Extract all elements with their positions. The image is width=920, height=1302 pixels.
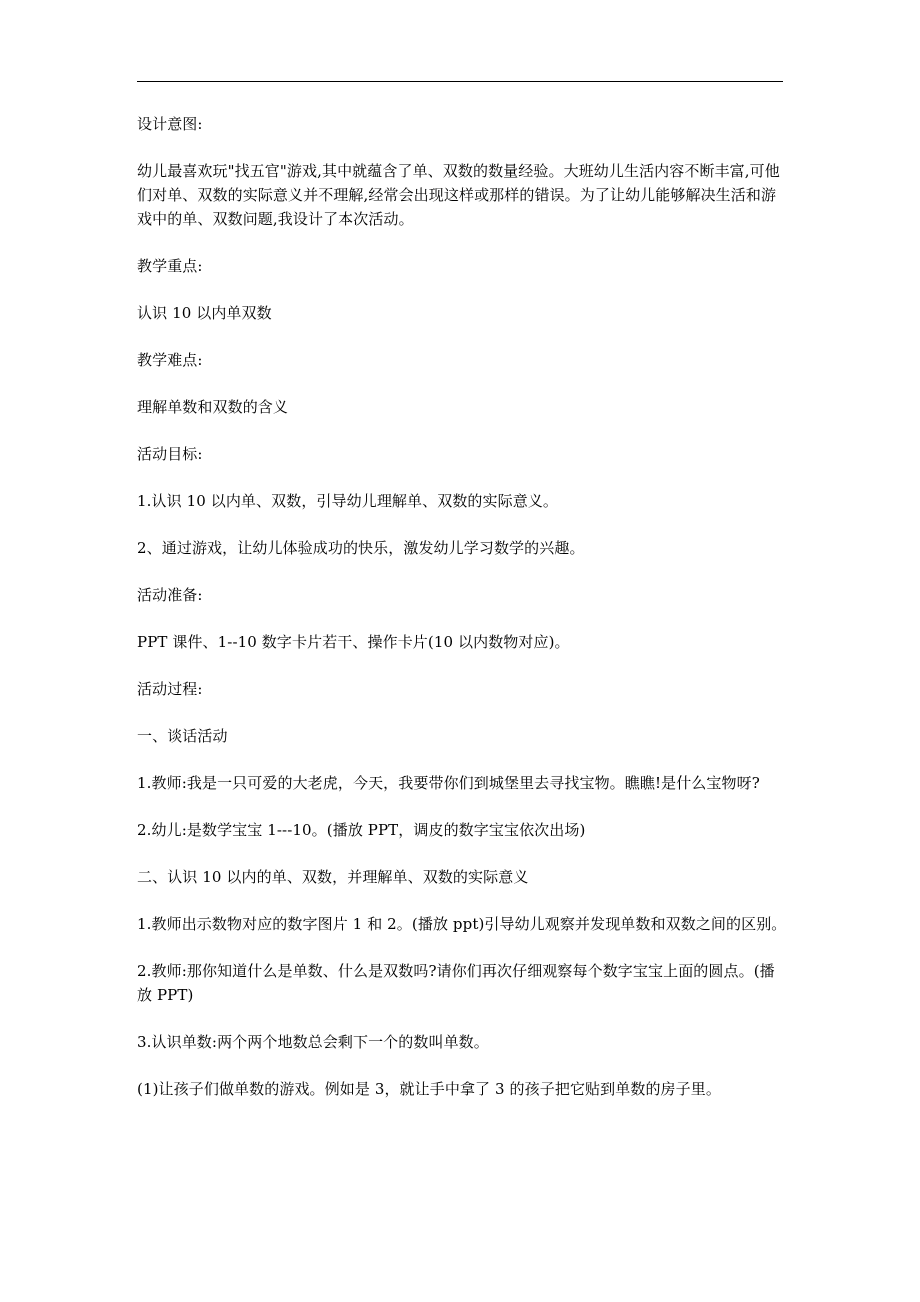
process-item-children-answer: 2.幼儿:是数学宝宝 1---10。(播放 PPT，调皮的数字宝宝依次出场) bbox=[137, 821, 586, 839]
paragraph-teaching-focus: 认识 10 以内单双数 bbox=[137, 304, 272, 322]
process-item-odd-definition: 3.认识单数:两个两个地数总会剩下一个的数叫单数。 bbox=[137, 1033, 489, 1051]
section-conversation: 一、谈话活动 bbox=[137, 727, 228, 745]
heading-teaching-difficulty: 教学难点: bbox=[137, 351, 203, 369]
heading-activity-preparation: 活动准备: bbox=[137, 586, 203, 604]
paragraph-teaching-difficulty: 理解单数和双数的含义 bbox=[137, 398, 289, 416]
document-body bbox=[137, 112, 787, 1124]
heading-activity-goals: 活动目标: bbox=[137, 445, 203, 463]
process-item-show-cards: 1.教师出示数物对应的数字图片 1 和 2。(播放 ppt)引导幼儿观察并发现单数和双数之间的区别。 bbox=[137, 915, 787, 933]
goal-item-2: 2、通过游戏，让幼儿体验成功的快乐，激发幼儿学习数学的兴趣。 bbox=[137, 539, 585, 557]
process-item-teacher-intro: 1.教师:我是一只可爱的大老虎，今天，我要带你们到城堡里去寻找宝物。瞧瞧!是什么宝物呀? bbox=[137, 774, 760, 792]
heading-design-intent: 设计意图: bbox=[137, 115, 203, 133]
goal-item-1: 1.认识 10 以内单、双数，引导幼儿理解单、双数的实际意义。 bbox=[137, 492, 559, 510]
heading-activity-process: 活动过程: bbox=[137, 680, 203, 698]
heading-teaching-focus: 教学重点: bbox=[137, 257, 203, 275]
process-item-question: 2.教师:那你知道什么是单数、什么是双数吗?请你们再次仔细观察每个数字宝宝上面的圆点。(播放 PPT) bbox=[137, 962, 775, 1004]
paragraph-design-intent: 幼儿最喜欢玩"找五官"游戏,其中就蕴含了单、双数的数量经验。大班幼儿生活内容不断丰富,可他们对单、双数的实际意义并不理解,经常会出现这样或那样的错误。为了让幼儿能够解决生活和游戏中的单、双数问题,我设计了本次活动。 bbox=[137, 162, 780, 228]
paragraph-activity-preparation: PPT 课件、1--10 数字卡片若干、操作卡片(10 以内数物对应)。 bbox=[137, 633, 570, 651]
header-rule bbox=[137, 81, 783, 82]
process-item-odd-game: (1)让孩子们做单数的游戏。例如是 3，就让手中拿了 3 的孩子把它贴到单数的房子里。 bbox=[137, 1080, 721, 1098]
section-odd-even: 二、认识 10 以内的单、双数，并理解单、双数的实际意义 bbox=[137, 868, 529, 886]
